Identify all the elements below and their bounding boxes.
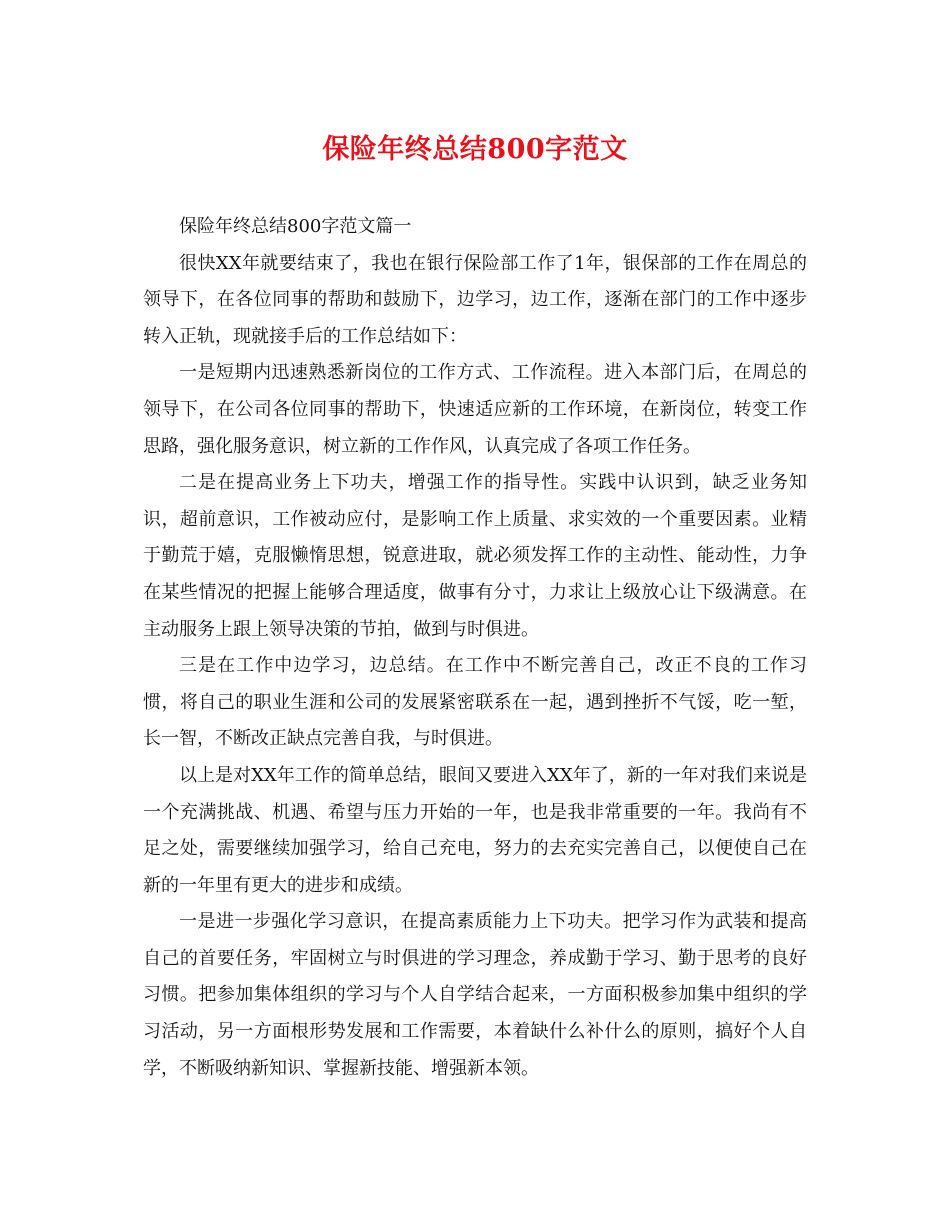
paragraph-point-3: 三是在工作中边学习，边总结。在工作中不断完善自己，改正不良的工作习惯，将自己的职业生涯和公司的发展紧密联系在一起，遇到挫折不气馁，吃一堑，长一智，不断改正缺点完善自我，与时俱进。 [143, 655, 807, 750]
section-heading: 保险年终总结800字范文篇一 [179, 216, 412, 237]
paragraph-plan-1: 一是进一步强化学习意识，在提高素质能力上下功夫。把学习作为武装和提高自己的首要任务，牢固树立与时俱进的学习理念，养成勤于学习、勤于思考的良好习惯。把参加集体组织的学习与个人自学结合起来，一方面积极参加集中组织的学习活动，另一方面根形势发展和工作需要，本着缺什么补什么的原则，搞好个人自学，不断吸纳新知识、掌握新技能、增强新本领。 [143, 911, 807, 1079]
paragraph-intro: 很快XX年就要结束了，我也在银行保险部工作了1年，银保部的工作在周总的领导下，在各位同事的帮助和鼓励下，边学习，边工作，逐渐在部门的工作中逐步转入正轨，现就接手后的工作总结如下： [143, 252, 807, 347]
document-body [143, 209, 807, 1087]
paragraph-point-2: 二是在提高业务上下功夫，增强工作的指导性。实践中认识到，缺乏业务知识，超前意识，工作被动应付，是影响工作上质量、求实效的一个重要因素。业精于勤荒于嬉，克服懒惰思想，锐意进取，就必须发挥工作的主动性、能动性，力争在某些情况的把握上能够合理适度，做事有分寸，力求让上级放心让下级满意。在主动服务上跟上领导决策的节拍，做到与时俱进。 [143, 472, 807, 640]
paragraph-summary: 以上是对XX年工作的简单总结，眼间又要进入XX年了，新的一年对我们来说是一个充满挑战、机遇、希望与压力开始的一年，也是我非常重要的一年。我尚有不足之处，需要继续加强学习，给自己充电，努力的去充实完善自己，以便使自己在新的一年里有更大的进步和成绩。 [143, 764, 807, 896]
paragraph-point-1: 一是短期内迅速熟悉新岗位的工作方式、工作流程。进入本部门后，在周总的领导下，在公司各位同事的帮助下，快速适应新的工作环境，在新岗位，转变工作思路，强化服务意识，树立新的工作作风，认真完成了各项工作任务。 [143, 362, 807, 457]
document-title: 保险年终总结800字范文 [322, 134, 628, 165]
